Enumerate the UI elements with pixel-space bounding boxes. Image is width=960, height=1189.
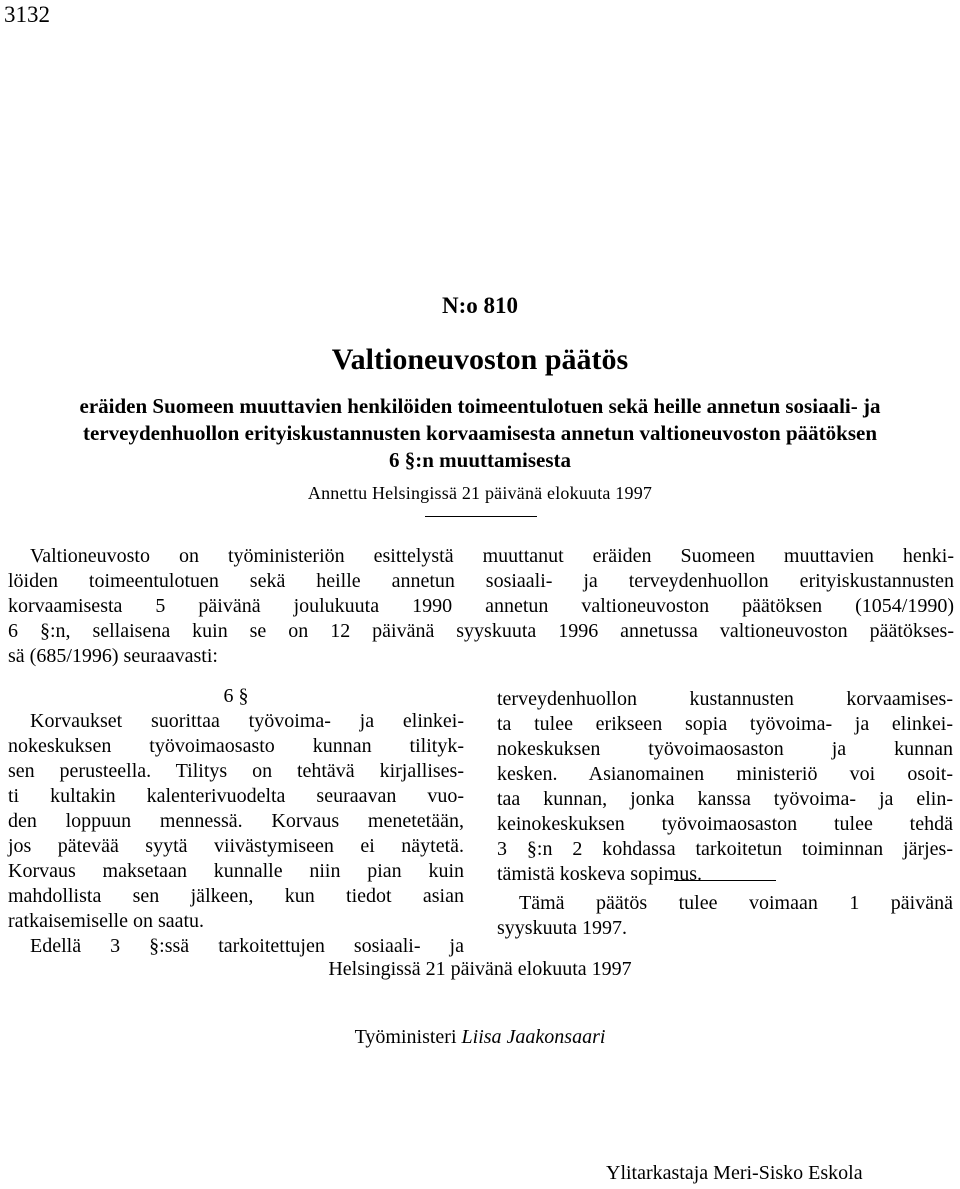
effective-line: syyskuuta 1997. — [497, 917, 627, 939]
left-line: jos pätevää syytä viivästymiseen ei näytetä. — [8, 835, 464, 857]
document-title: Valtioneuvoston päätös — [331, 343, 629, 376]
right-line: tämistä koskeva sopimus. — [497, 863, 702, 885]
left-line: Edellä 3 §:ssä tarkoitettujen sosiaali- ja — [30, 935, 464, 957]
intro-line: 6 §:n, sellaisena kuin se on 12 päivänä syyskuuta 1996 annetussa valtioneuvoston päätökses- — [8, 620, 954, 642]
left-line: nokeskuksen työvoimaosasto kunnan tilityk- — [8, 735, 464, 757]
place-date: Helsingissä 21 päivänä elokuuta 1997 — [328, 958, 632, 980]
intro-line: Valtioneuvosto on työministeriön esittelystä muuttanut eräiden Suomeen muuttavien henki- — [30, 545, 954, 567]
document-subtitle — [0, 393, 960, 474]
minister-name: Liisa Jaakonsaari — [461, 1026, 606, 1048]
right-line: ta tulee erikseen sopia työvoima- ja elinkei- — [497, 713, 953, 735]
right-line: kesken. Asianomainen ministeriö voi osoit- — [497, 763, 953, 785]
left-line: sen perusteella. Tilitys on tehtävä kirjallises- — [8, 760, 464, 782]
left-line: mahdollista sen jälkeen, kun tiedot asian — [8, 885, 464, 907]
intro-paragraph — [8, 544, 954, 669]
left-line: ratkaisemiselle on saatu. — [8, 910, 205, 932]
intro-line: sä (685/1996) seuraavasti: — [8, 645, 218, 667]
subtitle-line: 6 §:n muuttamisesta — [389, 448, 571, 472]
section-heading: 6 § — [223, 685, 249, 707]
left-line: Korvaus maksetaan kunnalle niin pian kuin — [8, 860, 464, 882]
given-date: Annettu Helsingissä 21 päivänä elokuuta 1997 — [307, 483, 653, 503]
right-line: taa kunnan, jonka kanssa työvoima- ja elin- — [497, 788, 953, 810]
effective-paragraph — [497, 891, 953, 941]
intro-line: löiden toimeentulotuen sekä heille annetun sosiaali- ja terveydenhuollon erityiskustannusten — [8, 570, 954, 592]
section-divider — [674, 880, 776, 881]
header-divider — [425, 516, 537, 517]
minister-signature — [0, 1026, 960, 1049]
inspector-signature: Ylitarkastaja Meri-Sisko Eskola — [606, 1162, 863, 1184]
page-number: 3132 — [4, 2, 50, 27]
subtitle-line: eräiden Suomeen muuttavien henkilöiden toimeentulotuen sekä heille annetun sosiaali- ja — [79, 394, 881, 418]
subtitle-line: terveydenhuollon erityiskustannusten korvaamisesta annetun valtioneuvoston päätöksen — [82, 421, 878, 445]
left-line: den loppuun mennessä. Korvaus menetetään, — [8, 810, 464, 832]
effective-line: Tämä päätös tulee voimaan 1 päivänä — [519, 892, 953, 914]
right-line: 3 §:n 2 kohdassa tarkoitetun toiminnan järjes- — [497, 838, 953, 860]
right-line: terveydenhuollon kustannusten korvaamises- — [497, 688, 953, 710]
right-line: nokeskuksen työvoimaosaston ja kunnan — [497, 738, 953, 760]
minister-title: Työministeri — [354, 1026, 457, 1048]
right-line: keinokeskuksen työvoimaosaston tulee tehdä — [497, 813, 953, 835]
intro-line: korvaamisesta 5 päivänä joulukuuta 1990 annetun valtioneuvoston päätöksen (1054/1990) — [8, 595, 954, 617]
left-line: Korvaukset suorittaa työvoima- ja elinkei- — [30, 710, 464, 732]
left-line: ti kultakin kalenterivuodelta seuraavan vuo- — [8, 785, 464, 807]
right-column — [497, 687, 953, 887]
left-column — [8, 684, 464, 959]
statute-number: N:o 810 — [441, 293, 519, 318]
